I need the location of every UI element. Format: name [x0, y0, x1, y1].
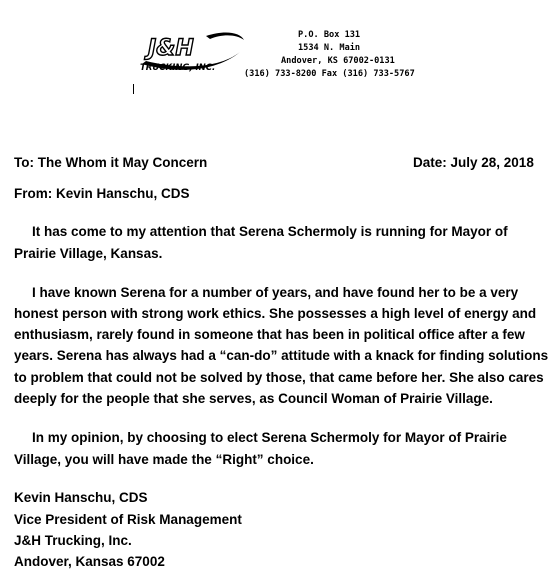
address-phone-fax: (316) 733-8200 Fax (316) 733-5767: [244, 69, 415, 79]
paragraph-line: years. Serena has always had a “can-do” attitude with a knack for finding solutions: [14, 348, 549, 363]
sender-line: From: Kevin Hanschu, CDS: [14, 186, 190, 201]
date-line: Date: July 28, 2018: [413, 155, 534, 170]
paragraph-line: deeply for the people that she serves, as Council Woman of Prairie Village.: [14, 391, 493, 406]
paragraph-line: In my opinion, by choosing to elect Serena Schermoly for Mayor of Prairie: [32, 430, 507, 445]
paragraph-line: I have known Serena for a number of years, and have found her to be a very: [32, 285, 519, 300]
paragraph-line: enthusiasm, rarely found in someone that has been in political office after a few: [14, 327, 525, 342]
logo-subtitle: TRUCKING, INC.: [140, 63, 216, 73]
recipient-line: To: The Whom it May Concern: [14, 155, 208, 170]
paragraph-line: honest person with strong work ethics. She possesses a high level of energy and: [14, 306, 537, 321]
signer-title: Vice President of Risk Management: [14, 512, 242, 527]
signer-location: Andover, Kansas 67002: [14, 554, 165, 569]
logo-name: J&H: [148, 36, 194, 61]
address-po-box: P.O. Box 131: [298, 30, 361, 40]
paragraph-line: Prairie Village, Kansas.: [14, 246, 163, 261]
signer-company: J&H Trucking, Inc.: [14, 533, 132, 548]
address-street: 1534 N. Main: [298, 43, 361, 53]
signer-name: Kevin Hanschu, CDS: [14, 490, 148, 505]
address-city: Andover, KS 67002-0131: [281, 56, 395, 66]
paragraph-line: It has come to my attention that Serena Schermoly is running for Mayor of: [32, 224, 508, 239]
paragraph-line: Village, you will have made the “Right” choice.: [14, 452, 314, 467]
paragraph-line: to problem that could not be solved by those, that came before her. She also cares: [14, 370, 544, 385]
